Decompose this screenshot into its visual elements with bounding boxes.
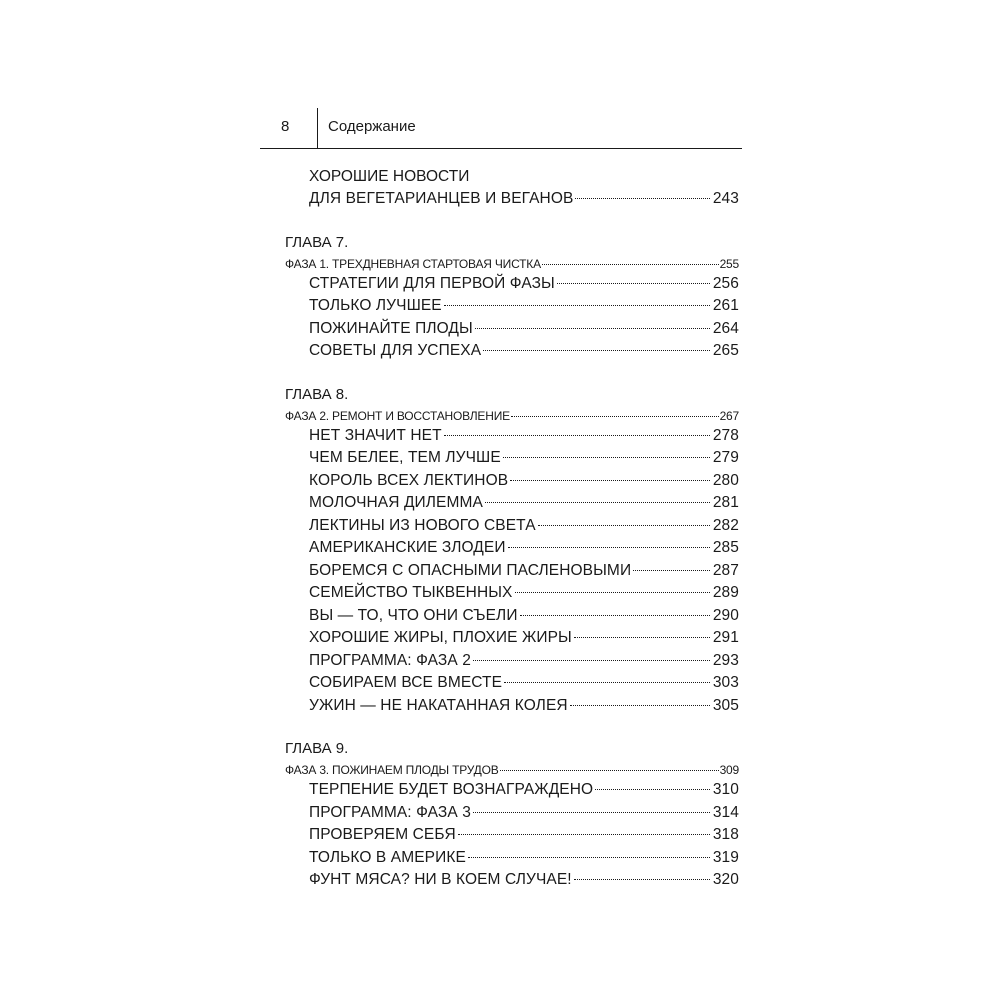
page-number: 8 <box>281 118 290 135</box>
toc-entry <box>285 537 739 560</box>
entry-title: ПОЖИНАЙТЕ ПЛОДЫ <box>309 319 473 337</box>
chapter-heading: ГЛАВА 7. <box>285 233 349 251</box>
phase-title: ФАЗА 3. ПОЖИНАЕМ ПЛОДЫ ТРУДОВ <box>285 763 499 777</box>
phase-title: ФАЗА 1. ТРЕХДНЕВНАЯ СТАРТОВАЯ ЧИСТКА <box>285 256 541 271</box>
entry-page: 293 <box>712 651 739 669</box>
entry-title: ЧЕМ БЕЛЕЕ, ТЕМ ЛУЧШЕ <box>309 449 501 466</box>
entry-title: МОЛОЧНАЯ ДИЛЕММА <box>309 494 483 511</box>
header-rule <box>260 148 742 149</box>
entry-page: 265 <box>712 342 739 359</box>
entry-page: 319 <box>712 848 739 866</box>
toc-entry <box>285 318 739 341</box>
dot-leader <box>520 615 710 616</box>
intro-entry-line1: ХОРОШИЕ НОВОСТИ <box>309 168 470 185</box>
dot-leader <box>511 416 719 417</box>
dot-leader <box>557 283 710 284</box>
dot-leader <box>595 789 710 790</box>
phase-entry <box>285 761 739 779</box>
header-divider <box>317 108 318 148</box>
entry-title: ТОЛЬКО ЛУЧШЕЕ <box>309 297 442 314</box>
dot-leader <box>574 879 710 880</box>
entry-page: 261 <box>712 297 739 314</box>
entry-page: 281 <box>712 494 739 511</box>
toc-entry <box>285 824 739 847</box>
dot-leader <box>475 328 710 329</box>
dot-leader <box>504 682 710 683</box>
dot-leader <box>444 435 710 436</box>
section-title: Содержание <box>328 118 416 135</box>
entry-page: 290 <box>712 606 739 624</box>
entry-page: 256 <box>712 274 739 292</box>
entry-title: СЕМЕЙСТВО ТЫКВЕННЫХ <box>309 584 513 601</box>
dot-leader <box>574 637 710 638</box>
toc-entry <box>285 340 739 363</box>
entry-title: ДЛЯ ВЕГЕТАРИАНЦЕВ И ВЕГАНОВ <box>309 190 574 207</box>
entry-page: 303 <box>712 674 739 691</box>
dot-leader <box>500 770 719 771</box>
chapter-heading: ГЛАВА 8. <box>285 385 349 403</box>
entry-title: ХОРОШИЕ ЖИРЫ, ПЛОХИЕ ЖИРЫ <box>309 629 572 646</box>
entry-title: СОВЕТЫ ДЛЯ УСПЕХА <box>309 342 482 359</box>
phase-page: 255 <box>719 256 739 271</box>
dot-leader <box>468 857 710 858</box>
entry-title: ПРОГРАММА: ФАЗА 2 <box>309 651 471 669</box>
dot-leader <box>508 547 710 548</box>
toc-entry <box>285 627 739 650</box>
entry-title: УЖИН — НЕ НАКАТАННАЯ КОЛЕЯ <box>309 696 568 714</box>
entry-title: НЕТ ЗНАЧИТ НЕТ <box>309 426 442 444</box>
phase-page: 267 <box>719 408 739 423</box>
toc-entry <box>285 492 739 515</box>
entry-title: СОБИРАЕМ ВСЕ ВМЕСТЕ <box>309 674 503 691</box>
entry-title: БОРЕМСЯ С ОПАСНЫМИ ПАСЛЕНОВЫМИ <box>309 561 632 579</box>
entry-title: ПРОГРАММА: ФАЗА 3 <box>309 803 471 821</box>
entry-title: ТОЛЬКО В АМЕРИКЕ <box>309 848 466 866</box>
dot-leader <box>510 480 710 481</box>
dot-leader <box>458 834 710 835</box>
phase-page: 309 <box>719 763 739 777</box>
toc-entry <box>285 425 739 448</box>
toc-entry <box>285 779 739 802</box>
phase-entry <box>285 255 739 273</box>
entry-page: 291 <box>712 629 739 646</box>
toc-entry <box>285 695 739 718</box>
table-of-contents <box>285 166 739 892</box>
entry-page: 285 <box>712 539 739 556</box>
toc-entry <box>285 515 739 538</box>
toc-entry <box>285 847 739 870</box>
dot-leader <box>444 305 710 306</box>
dot-leader <box>538 525 710 526</box>
entry-page: 264 <box>712 319 739 337</box>
toc-entry <box>285 582 739 605</box>
dot-leader <box>515 592 710 593</box>
dot-leader <box>483 350 710 351</box>
dot-leader <box>575 198 709 199</box>
entry-page: 243 <box>712 190 739 207</box>
toc-entry <box>285 802 739 825</box>
toc-entry <box>285 672 739 695</box>
toc-entry <box>285 295 739 318</box>
toc-entry <box>285 470 739 493</box>
toc-entry <box>285 447 739 470</box>
toc-entry <box>285 605 739 628</box>
toc-entry <box>285 650 739 673</box>
entry-title: ТЕРПЕНИЕ БУДЕТ ВОЗНАГРАЖДЕНО <box>309 781 594 798</box>
entry-title: ПРОВЕРЯЕМ СЕБЯ <box>309 826 456 843</box>
entry-page: 287 <box>712 561 739 579</box>
entry-page: 282 <box>712 516 739 534</box>
dot-leader <box>485 502 710 503</box>
entry-title: АМЕРИКАНСКИЕ ЗЛОДЕИ <box>309 539 506 556</box>
intro-entry <box>285 188 739 211</box>
dot-leader <box>542 264 719 265</box>
entry-page: 279 <box>712 449 739 466</box>
toc-entry <box>285 869 739 892</box>
dot-leader <box>633 570 710 571</box>
toc-entry <box>285 560 739 583</box>
running-header <box>260 108 742 152</box>
entry-page: 314 <box>712 803 739 821</box>
entry-page: 289 <box>712 584 739 601</box>
dot-leader <box>473 660 710 661</box>
entry-page: 280 <box>712 471 739 489</box>
entry-page: 278 <box>712 426 739 444</box>
phase-entry <box>285 407 739 425</box>
chapter-heading: ГЛАВА 9. <box>285 740 349 757</box>
entry-page: 310 <box>712 781 739 798</box>
toc-entry <box>285 273 739 296</box>
entry-title: СТРАТЕГИИ ДЛЯ ПЕРВОЙ ФАЗЫ <box>309 274 555 292</box>
dot-leader <box>473 812 710 813</box>
dot-leader <box>503 457 710 458</box>
entry-title: ФУНТ МЯСА? НИ В КОЕМ СЛУЧАЕ! <box>309 871 572 888</box>
entry-page: 318 <box>712 826 739 843</box>
phase-title: ФАЗА 2. РЕМОНТ И ВОССТАНОВЛЕНИЕ <box>285 408 510 423</box>
entry-title: ВЫ — ТО, ЧТО ОНИ СЪЕЛИ <box>309 606 518 624</box>
entry-page: 305 <box>712 696 739 714</box>
entry-page: 320 <box>712 871 739 888</box>
entry-title: ЛЕКТИНЫ ИЗ НОВОГО СВЕТА <box>309 516 536 534</box>
entry-title: КОРОЛЬ ВСЕХ ЛЕКТИНОВ <box>309 471 509 489</box>
dot-leader <box>570 705 710 706</box>
